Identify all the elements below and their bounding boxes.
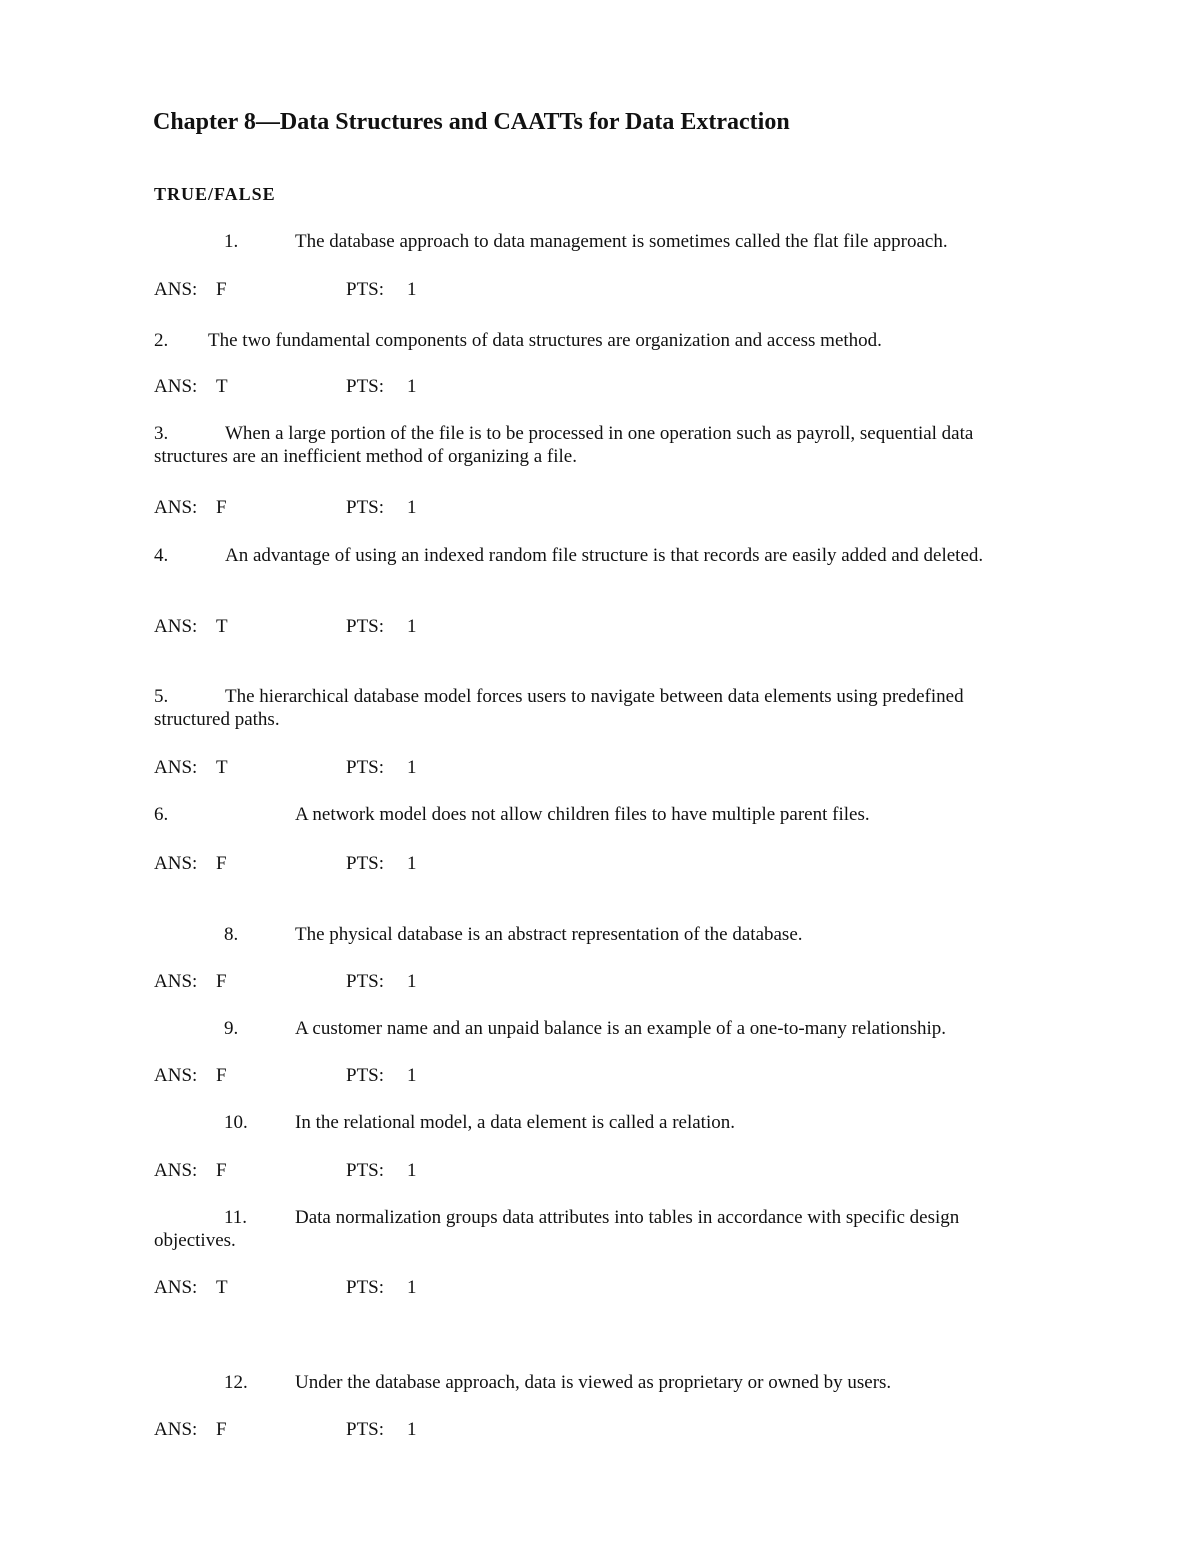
points-label: PTS: xyxy=(346,1419,385,1440)
question-text: The two fundamental components of data structures are organization and access method. xyxy=(208,330,882,351)
answer-label: ANS: xyxy=(154,1065,198,1086)
answer-label: ANS: xyxy=(154,1277,198,1298)
points-label: PTS: xyxy=(346,1065,385,1086)
answer-value: T xyxy=(216,1277,228,1298)
answer-value: F xyxy=(216,1160,227,1181)
answer-label: ANS: xyxy=(154,1160,198,1181)
question-number: 12. xyxy=(224,1372,248,1393)
answer-label: ANS: xyxy=(154,757,198,778)
answer-label: ANS: xyxy=(154,971,198,992)
section-heading: TRUE/FALSE xyxy=(154,184,276,204)
points-value: 1 xyxy=(407,497,417,518)
points-value: 1 xyxy=(407,1277,417,1298)
question-text: When a large portion of the file is to be processed in one operation such as payroll, sequential data structures are an inefficient method of organizing a file. xyxy=(154,423,974,467)
points-value: 1 xyxy=(407,376,417,397)
answer-value: T xyxy=(216,376,228,397)
question-number: 6. xyxy=(154,804,169,825)
question-number: 2. xyxy=(154,330,169,351)
points-label: PTS: xyxy=(346,497,385,518)
question-number: 3. xyxy=(154,423,169,444)
chapter-title: Chapter 8—Data Structures and CAATTs for Data Extraction xyxy=(153,109,790,135)
question-number: 11. xyxy=(224,1207,248,1228)
question-text: The hierarchical database model forces users to navigate between data elements using predefined structured paths. xyxy=(154,686,964,730)
answer-value: F xyxy=(216,1065,227,1086)
points-value: 1 xyxy=(407,971,417,992)
points-label: PTS: xyxy=(346,1277,385,1298)
answer-value: F xyxy=(216,279,227,300)
question-text: An advantage of using an indexed random file structure is that records are easily added and deleted. xyxy=(225,545,984,566)
question-number: 5. xyxy=(154,686,169,707)
question-number: 8. xyxy=(224,924,239,945)
answer-label: ANS: xyxy=(154,497,198,518)
answer-value: F xyxy=(216,1419,227,1440)
answer-label: ANS: xyxy=(154,1419,198,1440)
question-text: The physical database is an abstract representation of the database. xyxy=(295,924,803,945)
answer-value: F xyxy=(216,853,227,874)
points-value: 1 xyxy=(407,1419,417,1440)
points-label: PTS: xyxy=(346,616,385,637)
points-label: PTS: xyxy=(346,757,385,778)
points-value: 1 xyxy=(407,279,417,300)
question-text: A customer name and an unpaid balance is an example of a one-to-many relationship. xyxy=(295,1018,947,1039)
question-text: Data normalization groups data attributes into tables in accordance with specific design objectives. xyxy=(154,1207,960,1251)
points-label: PTS: xyxy=(346,376,385,397)
question-number: 4. xyxy=(154,545,169,566)
points-value: 1 xyxy=(407,853,417,874)
answer-value: F xyxy=(216,971,227,992)
points-value: 1 xyxy=(407,1065,417,1086)
points-label: PTS: xyxy=(346,279,385,300)
answer-label: ANS: xyxy=(154,279,198,300)
question-text: In the relational model, a data element is called a relation. xyxy=(295,1112,735,1133)
points-label: PTS: xyxy=(346,971,385,992)
question-text: The database approach to data management is sometimes called the flat file approach. xyxy=(295,231,948,252)
question-number: 1. xyxy=(224,231,239,252)
question-text: Under the database approach, data is viewed as proprietary or owned by users. xyxy=(295,1372,892,1393)
answer-value: T xyxy=(216,757,228,778)
answer-value: F xyxy=(216,497,227,518)
question-number: 9. xyxy=(224,1018,239,1039)
question-number: 10. xyxy=(224,1112,248,1133)
answer-label: ANS: xyxy=(154,376,198,397)
answer-label: ANS: xyxy=(154,853,198,874)
question-text: A network model does not allow children files to have multiple parent files. xyxy=(295,804,870,825)
points-label: PTS: xyxy=(346,853,385,874)
points-label: PTS: xyxy=(346,1160,385,1181)
points-value: 1 xyxy=(407,1160,417,1181)
answer-label: ANS: xyxy=(154,616,198,637)
points-value: 1 xyxy=(407,757,417,778)
points-value: 1 xyxy=(407,616,417,637)
answer-value: T xyxy=(216,616,228,637)
